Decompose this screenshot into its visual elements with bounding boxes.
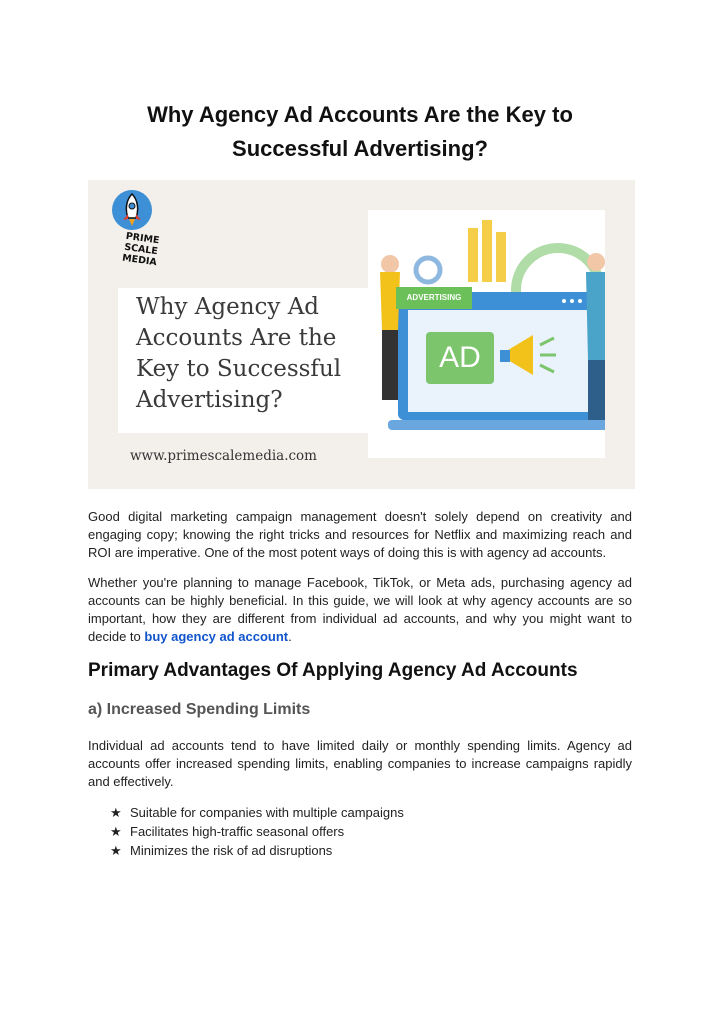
page-title: Why Agency Ad Accounts Are the Key to Successful Advertising? bbox=[147, 102, 573, 161]
prime-scale-media-logo bbox=[102, 186, 172, 269]
advertising-tag: ADVERTISING bbox=[396, 287, 472, 309]
list-item-text: Facilitates high-traffic seasonal offers bbox=[130, 824, 345, 839]
benefits-list bbox=[110, 804, 404, 861]
star-icon: ★ bbox=[110, 825, 122, 840]
list-item-text: Suitable for companies with multiple campaigns bbox=[130, 805, 404, 820]
hero-url: www.primescalemedia.com bbox=[130, 448, 317, 464]
section-paragraph: Individual ad accounts tend to have limited daily or monthly spending limits. Agency ad accounts offer increased spending limits, enabling companies to increase campaigns rapidly and effectively. bbox=[88, 738, 632, 789]
intro-paragraph-1: Good digital marketing campaign management doesn't solely depend on creativity and engaging copy; knowing the right tricks and resources for Netflix and maximizing reach and ROI are imperative. One of the most potent ways of doing this is with agency ad accounts. bbox=[88, 509, 632, 560]
intro-paragraph-2 bbox=[88, 574, 632, 646]
section-subheading: a) Increased Spending Limits bbox=[88, 701, 311, 718]
hero-title-card bbox=[118, 288, 390, 433]
list-item bbox=[110, 842, 404, 861]
intro-paragraph-2-end: . bbox=[288, 629, 292, 644]
section-heading: Primary Advantages Of Applying Agency Ad Accounts bbox=[88, 660, 578, 681]
star-icon: ★ bbox=[110, 844, 122, 859]
buy-agency-ad-account-link[interactable]: buy agency ad account bbox=[144, 629, 289, 644]
intro-paragraph-2-text: Whether you're planning to manage Facebook, TikTok, or Meta ads, purchasing agency ad accounts can be highly beneficial. In this guide, we will look at why agency accounts are so important, how they are different from individual ad accounts, and why you might want to decide to bbox=[88, 575, 632, 644]
hero-banner bbox=[88, 180, 635, 489]
list-item-text: Minimizes the risk of ad disruptions bbox=[130, 843, 333, 858]
list-item bbox=[110, 823, 404, 842]
ad-badge: AD bbox=[426, 332, 494, 384]
advertising-illustration bbox=[368, 210, 605, 458]
hero-title: Why Agency Ad Accounts Are the Key to Successful Advertising? bbox=[136, 294, 342, 413]
logo-text: PRIME SCALE MEDIA bbox=[121, 230, 161, 269]
list-item bbox=[110, 804, 404, 823]
star-icon: ★ bbox=[110, 806, 122, 821]
